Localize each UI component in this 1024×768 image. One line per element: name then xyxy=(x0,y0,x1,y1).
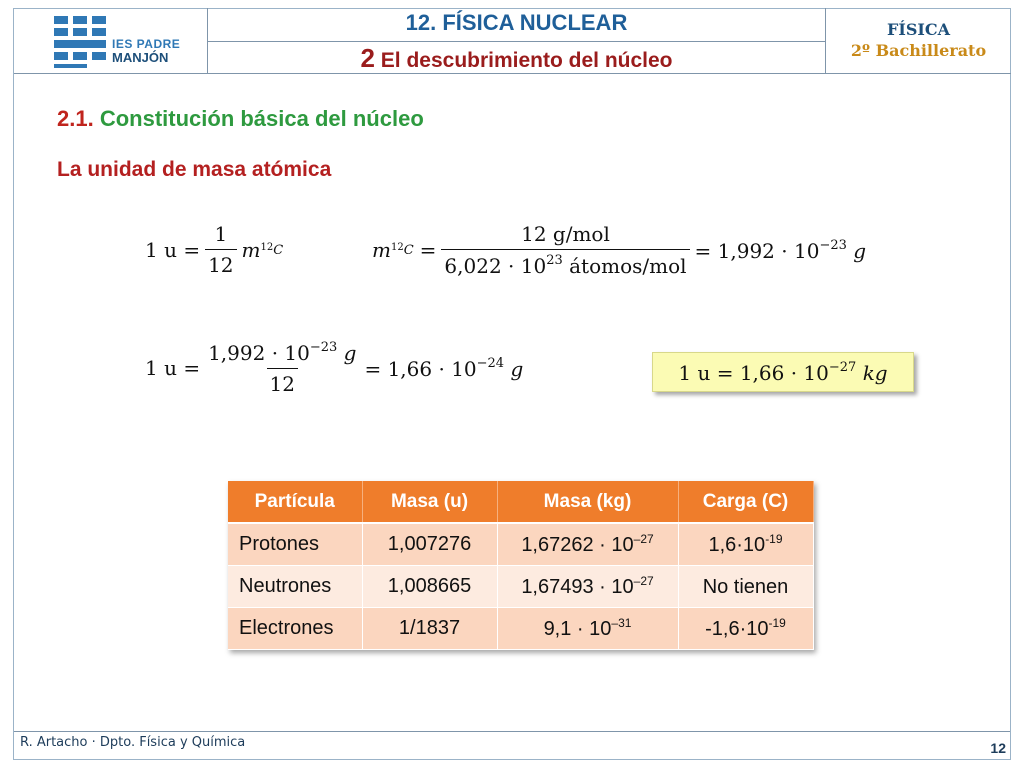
formula-u-grams xyxy=(145,340,523,396)
table-row xyxy=(228,523,813,565)
table-cell: $1,67262 \cdot 10^{-27}$ xyxy=(497,523,678,565)
page-number: 12 xyxy=(990,740,1006,756)
formula1-lhs: 1 u = xyxy=(145,237,201,262)
table-cell: 1/1837 xyxy=(362,607,497,649)
formula1-fraction xyxy=(205,222,236,277)
table-cell: $1,67493 \cdot 10^{-27}$ xyxy=(497,565,678,607)
formula-u-definition xyxy=(145,222,283,277)
formula1-symbol: m xyxy=(241,237,261,262)
school-logo xyxy=(14,8,208,74)
formula1-subscript: $^{12}$C xyxy=(260,241,284,258)
section-title: Constitución básica del núcleo xyxy=(99,106,424,131)
footer-author: R. Artacho · Dpto. Física y Química xyxy=(20,735,246,750)
highlight-text: 1 $u = 1,66 \cdot 10^{-27}$ kg xyxy=(678,359,888,385)
footer-divider xyxy=(14,731,1010,732)
logo-text xyxy=(112,37,180,65)
formula3-numerator: $1,992 \cdot 10^{-23}$ g xyxy=(208,340,357,365)
table-header-row xyxy=(228,481,813,523)
logo-grid-icon xyxy=(54,16,106,68)
course-label: 2º Bachillerato xyxy=(850,41,987,60)
formula2-equals: = xyxy=(419,238,437,262)
table-cell: $1,6\cdot 10^{-19}$ xyxy=(678,523,813,565)
table-header: Carga (C) xyxy=(678,481,813,523)
logo-line1: IES PADRE xyxy=(112,37,181,51)
topic-number: 2 xyxy=(360,43,375,73)
table-cell: Neutrones xyxy=(228,565,362,607)
section-heading xyxy=(57,106,424,132)
title-box xyxy=(208,8,825,74)
table-header: Masa (kg) xyxy=(497,481,678,523)
table-cell: $-1,6\cdot 10^{-19}$ xyxy=(678,607,813,649)
section-number: 2.1. xyxy=(57,106,94,131)
highlight-result-box xyxy=(652,352,914,392)
table-cell: 1,007276 xyxy=(362,523,497,565)
table-cell: No tienen xyxy=(678,565,813,607)
table-cell: $9,1 \cdot 10^{-31}$ xyxy=(497,607,678,649)
formula2-subscript: $^{12}$C xyxy=(390,242,414,258)
topic-title xyxy=(208,42,825,74)
table-cell: Electrones xyxy=(228,607,362,649)
formula2-symbol: m xyxy=(372,238,391,262)
formula3-lhs: 1 u = xyxy=(145,356,201,380)
table-cell: 1,008665 xyxy=(362,565,497,607)
table-cell: Protones xyxy=(228,523,362,565)
formula3-fraction xyxy=(205,340,359,396)
logo-line2: MANJÓN xyxy=(112,50,169,65)
formula1-denominator: 12 xyxy=(205,249,236,277)
table-header: Partícula xyxy=(228,481,362,523)
unit-title: 12. FÍSICA NUCLEAR xyxy=(208,8,825,42)
table-row xyxy=(228,607,813,649)
formula2-numerator: 12 g/mol xyxy=(521,222,610,246)
subsection-heading: La unidad de masa atómica xyxy=(57,158,332,181)
formula-carbon-mass xyxy=(372,222,866,278)
subject-label: FÍSICA xyxy=(886,20,951,39)
particles-table xyxy=(228,481,814,650)
formula1-numerator: 1 xyxy=(214,222,228,246)
topic-title-text: El descubrimiento del núcleo xyxy=(380,49,673,72)
table-header: Masa (u) xyxy=(362,481,497,523)
formula2-fraction xyxy=(441,222,689,278)
formula2-result: = $1,992 \cdot 10^{-23}$ g xyxy=(694,237,867,263)
formula3-result: = $1,66 \cdot 10^{-24}$ g xyxy=(364,355,524,381)
formula2-denominator: $6,022 \cdot 10^{23}$ átomos/mol xyxy=(441,249,689,278)
subject-box xyxy=(825,8,1011,74)
formula3-denominator: 12 xyxy=(267,368,298,396)
table-row xyxy=(228,565,813,607)
